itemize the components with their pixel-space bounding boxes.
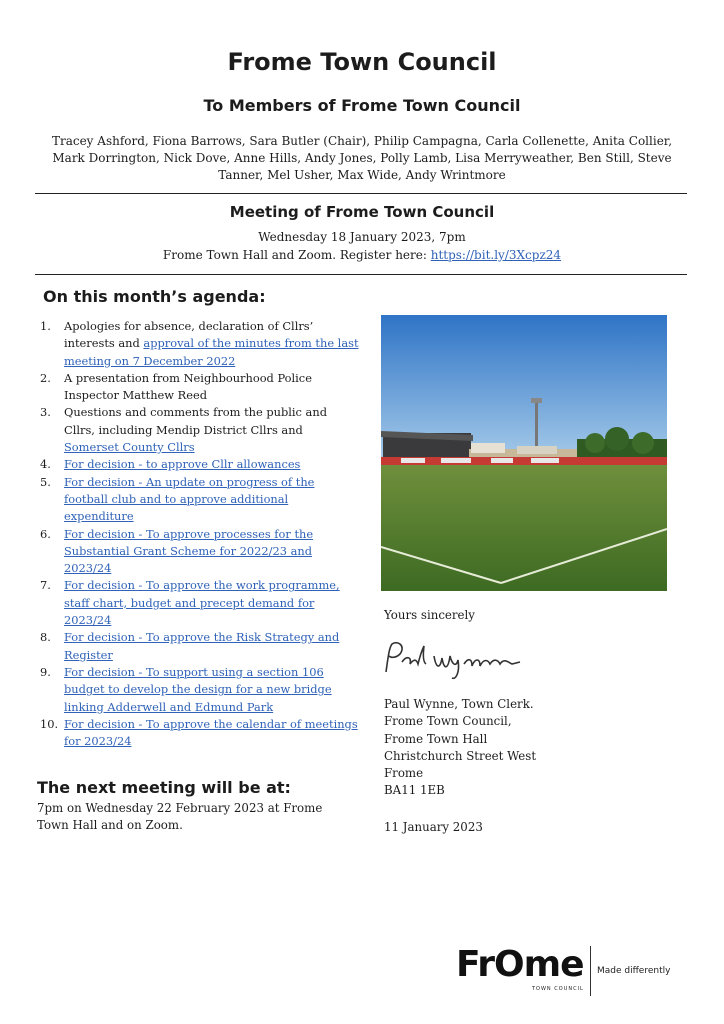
agenda-item: [40, 318, 360, 370]
agenda-item-number: 1.: [40, 319, 51, 333]
agenda-item: [40, 526, 360, 578]
agenda-item-link[interactable]: For decision - An update on progress of the football club and to approve additional expenditure: [64, 474, 315, 524]
agenda-item-link[interactable]: approval of the minutes from the last meeting on 7 December 2022: [64, 336, 359, 368]
agenda-item-link[interactable]: For decision - To approve the work programme, staff chart, budget and precept demand for 2023/24: [64, 578, 340, 628]
agenda-item: [40, 664, 360, 716]
frome-logo: [456, 944, 686, 1000]
agenda-item: [40, 716, 360, 751]
letter-date: 11 January 2023: [384, 820, 483, 834]
members-list: [40, 133, 684, 184]
divider: [35, 193, 687, 194]
agenda-item-text: Apologies for absence, declaration of Cllrs’ interests and: [64, 319, 314, 351]
meeting-venue: [0, 248, 724, 262]
meeting-venue-text: Frome Town Hall and Zoom. Register here:: [162, 248, 431, 262]
agenda-item-number: 5.: [40, 474, 51, 489]
logo-subtext: TOWN COUNCIL: [532, 986, 584, 992]
agenda-item: [40, 456, 360, 473]
logo-tagline: Made differently: [597, 966, 671, 976]
signature-image: [380, 638, 550, 682]
agenda-item-link[interactable]: For decision - To approve the Risk Strategy and Register: [64, 630, 340, 662]
next-meeting-heading: The next meeting will be at:: [37, 778, 291, 797]
agenda-item-link[interactable]: Somerset County Cllrs: [64, 440, 195, 455]
agenda-item-link[interactable]: For decision - To approve processes for the Substantial Grant Scheme for 2022/23 and 2023/24: [64, 526, 314, 576]
meeting-datetime: Wednesday 18 January 2023, 7pm: [258, 230, 466, 244]
agenda-item-text: A presentation from Neighbourhood Police Inspector Matthew Reed: [64, 370, 312, 403]
agenda-item: [40, 577, 360, 629]
address-line: Frome Town Council,: [384, 714, 512, 729]
agenda-item-link[interactable]: For decision - to approve Cllr allowances: [64, 457, 301, 472]
address-line: Christchurch Street West: [384, 748, 537, 763]
agenda-item: [40, 404, 360, 456]
agenda-item-number: 10.: [40, 716, 59, 731]
address-line: Frome Town Hall: [384, 731, 488, 746]
logo-wordmark: FrOme: [456, 944, 584, 985]
next-meeting-line: 7pm on Wednesday 22 February 2023 at Frome: [37, 801, 323, 815]
logo-divider: [590, 946, 591, 996]
agenda-item: [40, 370, 360, 405]
closing: Yours sincerely: [384, 608, 475, 622]
agenda-item-number: 4.: [40, 457, 51, 472]
agenda-item: [40, 629, 360, 664]
address-line: BA11 1EB: [384, 783, 445, 798]
football-ground-photo: [381, 315, 667, 591]
agenda-item-number: 9.: [40, 664, 51, 679]
agenda-item-link[interactable]: For decision - To approve the calendar of meetings for 2023/24: [64, 716, 358, 749]
agenda-item-text: Questions and comments from the public and Cllrs, including Mendip District Cllrs and: [64, 405, 327, 437]
document-title: Frome Town Council: [227, 48, 497, 76]
next-meeting-details: [37, 800, 357, 834]
divider: [35, 274, 687, 275]
agenda-item-number: 2.: [40, 370, 51, 385]
members-line: Tracey Ashford, Fiona Barrows, Sara Butler (Chair), Philip Campagna, Carla Collenette, Anita Collier,: [51, 134, 673, 148]
agenda-item-number: 8.: [40, 630, 51, 645]
agenda-item-number: 3.: [40, 405, 51, 420]
agenda-list: [40, 318, 360, 750]
meeting-heading: Meeting of Frome Town Council: [229, 203, 495, 221]
next-meeting-line: Town Hall and on Zoom.: [37, 818, 183, 832]
agenda-item-number: 6.: [40, 526, 51, 541]
register-link[interactable]: https://bit.ly/3Xcpz24: [430, 248, 562, 262]
agenda-item-number: 7.: [40, 578, 51, 593]
document-subtitle: To Members of Frome Town Council: [203, 96, 521, 115]
address-line: Paul Wynne, Town Clerk.: [384, 697, 534, 711]
members-line: Tanner, Mel Usher, Max Wide, Andy Wrintmore: [218, 168, 506, 182]
clerk-address: [384, 696, 536, 800]
members-line: Mark Dorrington, Nick Dove, Anne Hills, Andy Jones, Polly Lamb, Lisa Merryweather, Ben Still, Steve: [52, 151, 672, 165]
address-line: Frome: [384, 766, 424, 781]
agenda-heading: On this month’s agenda:: [43, 287, 266, 306]
agenda-item-link[interactable]: For decision - To support using a section 106 budget to develop the design for a new bridge linking Adderwell and Edmund Park: [64, 664, 332, 714]
agenda-item: [40, 474, 360, 526]
